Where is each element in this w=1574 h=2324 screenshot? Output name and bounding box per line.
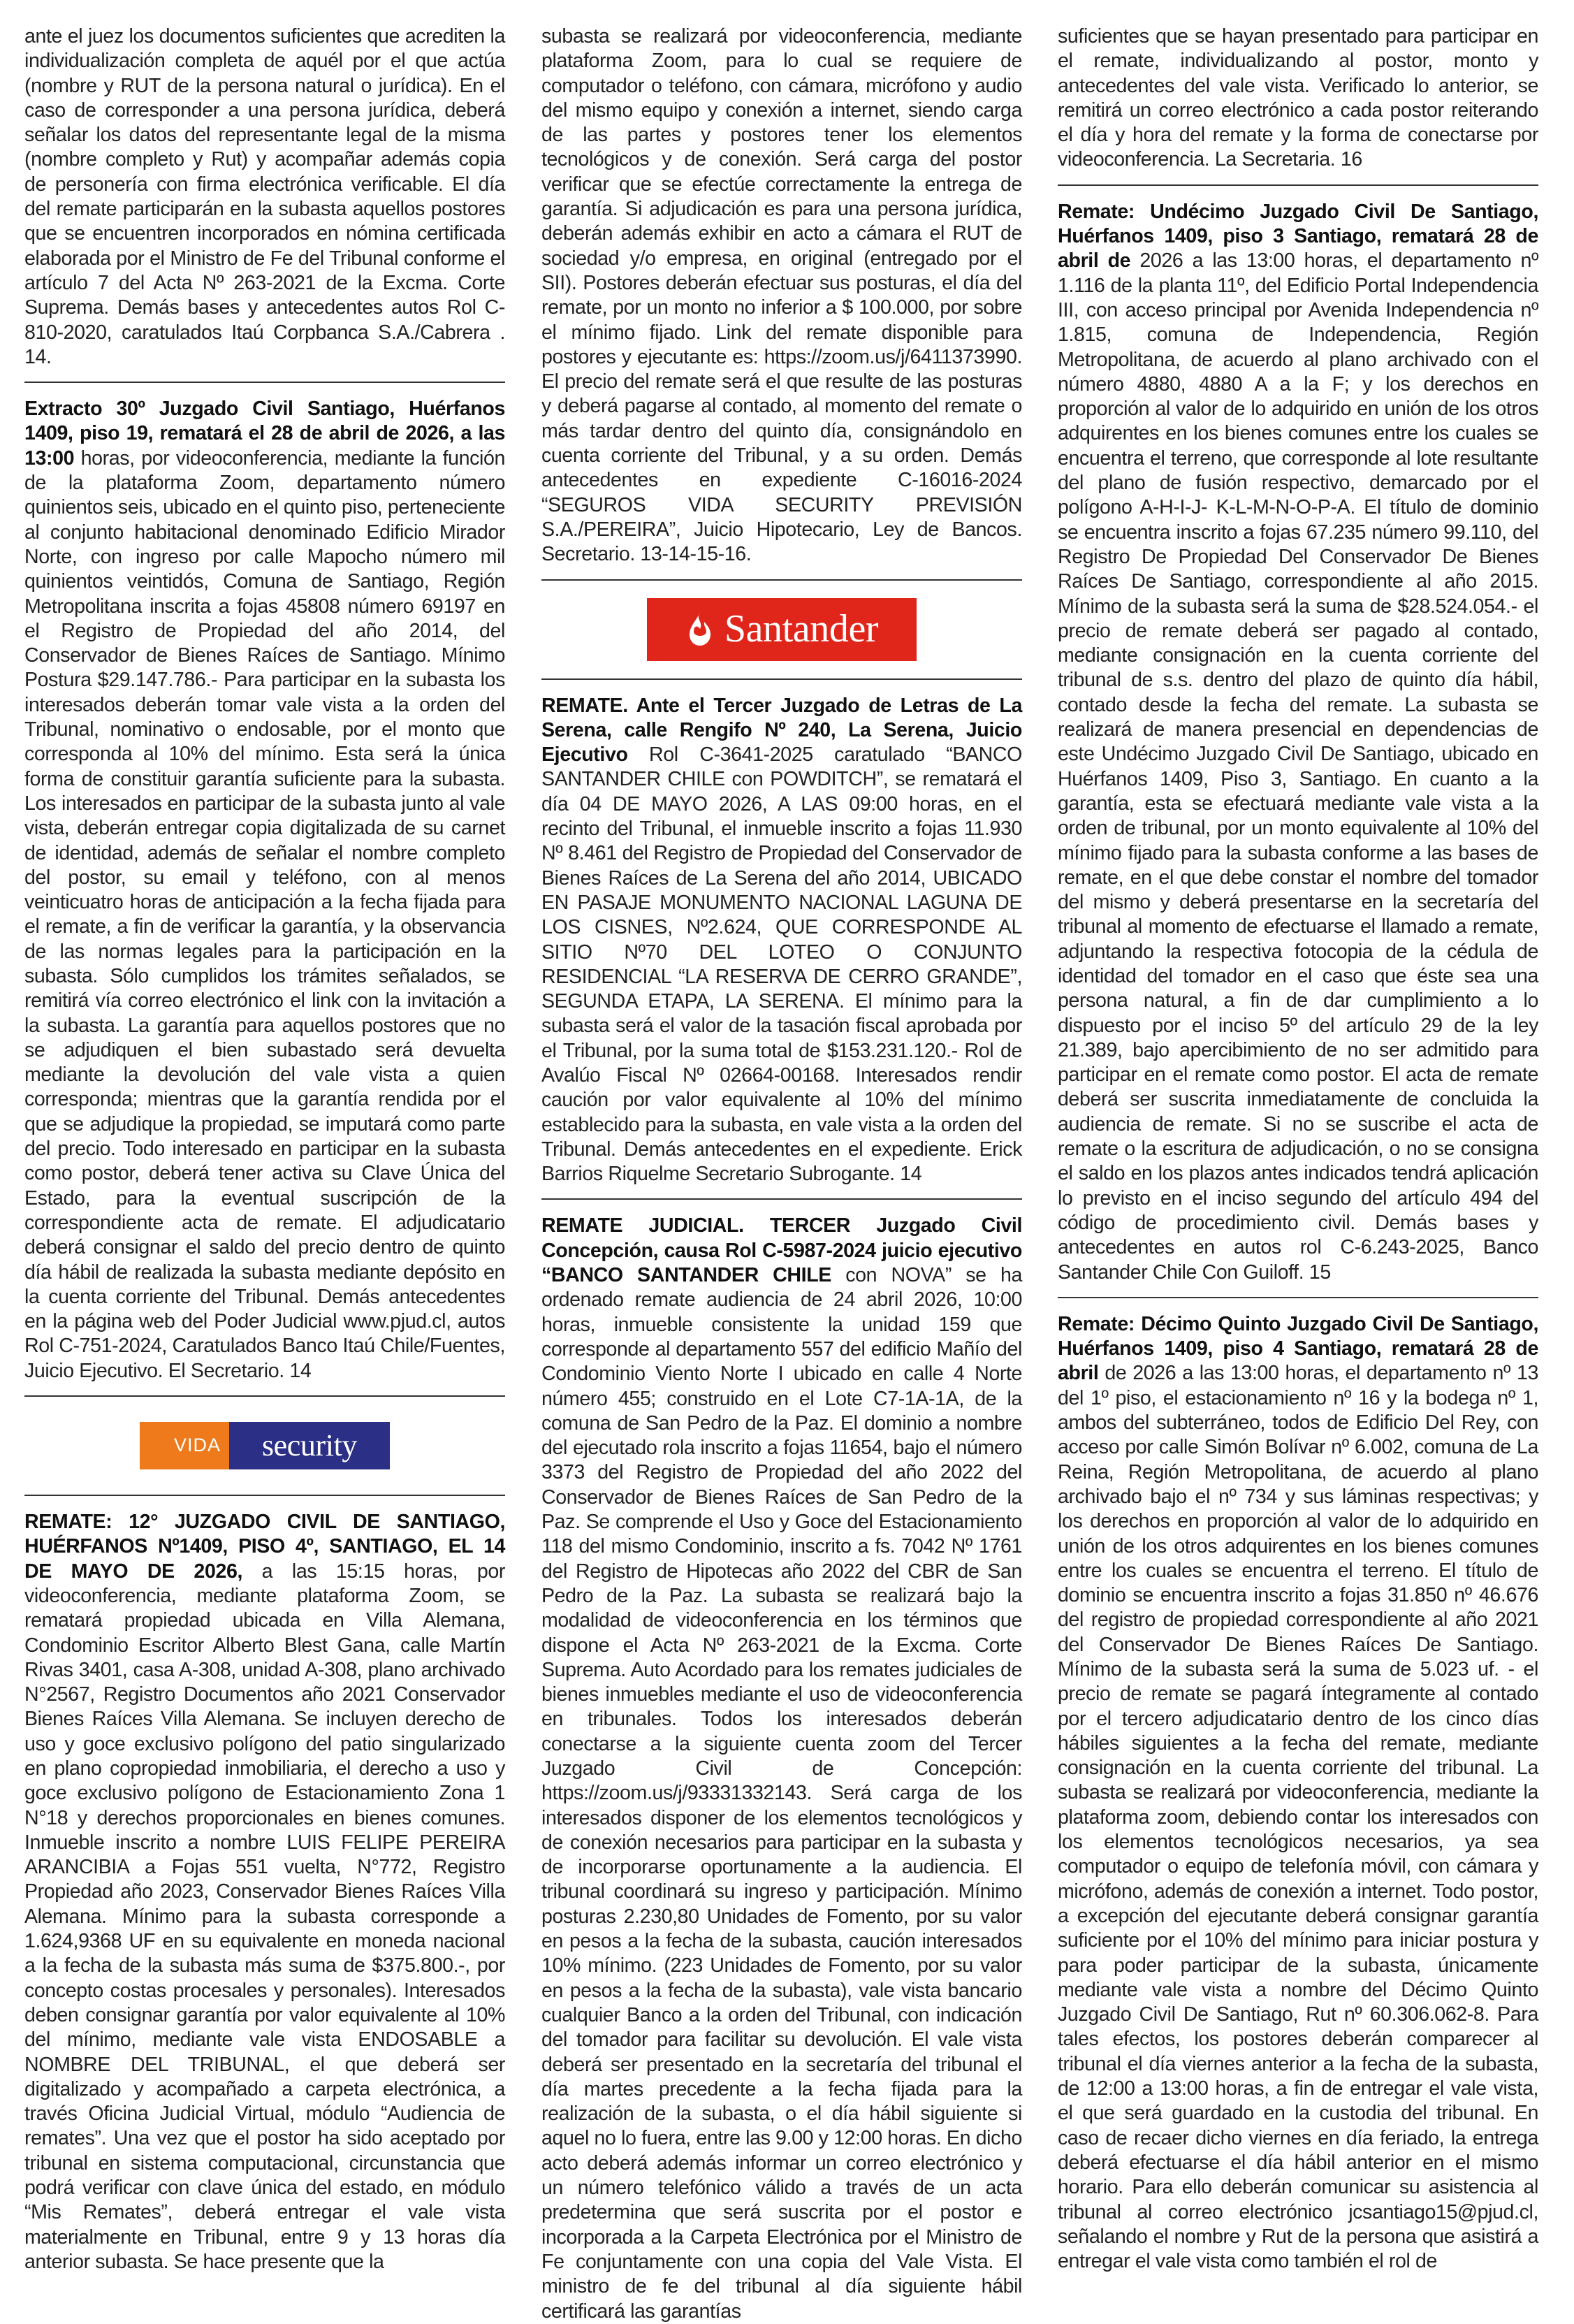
notice-tercer-juzgado-concepcion [541,1214,1022,2323]
vida-security-logo [24,1411,505,1481]
divider [541,1198,1022,1200]
notice-body: a las 15:15 horas, por videoconferencia, mediante plataforma Zoom, se rematará propiedad ubicada en Villa Alemana, Condominio Escritor Alberto Blest Gana, calle Martín Rivas 3401, casa A-308, unidad A-308, plano archivado N°2567, Registro Documentos año 2021 Conservador Bienes Raíces Villa Alemana. Se incluyen derecho de uso y goce exclusivo polígono del patio singularizado en plano copropiedad inmobiliaria, el derecho a uso y goce exclusivo polígono de Estacionamiento Zona 1 N°18 y derechos proporcionales en bienes comunes. Inmueble inscrito a nombre LUIS FELIPE PEREIRA ARANCIBIA a Fojas 551 vuelta, N°772, Registro Propiedad año 2023, Conservador Bienes Raíces Villa Alemana. Mínimo para la subasta corresponde a 1.624,9368 UF en su equivalente en moneda nacional a la fecha de la subasta más suma de $375.800.-, por concepto costas procesales y personales). Interesados deben consignar garantía por valor equivalente al 10% del mínimo, mediante vale vista ENDOSABLE a NOMBRE DEL TRIBUNAL, el que deberá ser digitalizado y acompañado a carpeta electrónica, a través Oficina Judicial Virtual, módulo “Audiencia de remates”. Una vez que el postor ha sido aceptado por tribunal en sistema computacional, circunstancia que podrá verificar con clave única del estado, en módulo “Mis Remates”, deberá entregar el vale vista materialmente en Tribunal, entre 9 y 13 horas día anterior subasta. Se hace presente que la [24,1560,506,2273]
divider [24,1395,505,1397]
notice-continuation-seguros-vida-security [541,24,1022,567]
vida-label: VIDA [140,1422,229,1469]
divider [1058,1297,1538,1298]
notice-body: de 2026 a las 13:00 horas, el departamento nº 13 del 1º piso, el estacionamiento nº 16 y la bodega nº 1, ambos del subterráneo, todos de Edificio Del Rey, con acceso por calle Simón Bolívar nº 6.002, comuna de La Reina, Región Metropolitana, de acuerdo al plano archivado bajo el nº 734 y sus láminas respectivas; y los derechos en proporción al valor de lo adquirido en unión de los otros adquirentes en los bienes comunes entre los cuales se encuentra el terreno. El título de dominio se encuentra inscrito a fojas 31.850 nº 46.676 del registro de propiedad correspondiente al año 2021 del Conservador De Bienes Raíces De Santiago. Mínimo de la subasta será la suma de 5.023 uf. - el precio de remate se pagará íntegramente al contado por el tercero adjudicatario dentro de los cinco días hábiles siguientes a la fecha del remate, mediante consignación en la cuenta corriente del tribunal. La subasta se realizará por videoconferencia, mediante la plataforma zoom, debiendo contar los interesados con los elementos tecnológicos necesarios, ya sea computador o equipo de telefonía móvil, con cámara y micrófono, además de conexión a internet. Todo postor, a excepción del ejecutante deberá consignar garantía suficiente por el 10% del mínimo para iniciar postura y para poder participar de la subasta, únicamente mediante vale vista a nombre del Décimo Quinto Juzgado Civil De Santiago, Rut nº 60.306.062-8. Para tales efectos, los postores deberán comparecer al tribunal el día viernes anterior a la fecha de la subasta, de 12:00 a 13:00 horas, a fin de entregar el vale vista, el que será guardado en la custodia del tribunal. En caso de recaer dicho viernes en día feriado, la entrega deberá efectuarse el día hábil anterior en el mismo horario. Para ello deberán comunicar su asistencia al tribunal al correo electrónico jcsantiago15@pjud.cl, señalando el nombre y Rut de la persona que asistirá a entregar el vale vista como también el rol de [1058,1362,1538,2273]
notice-heading: Remate: Undécimo Juzgado Civil De Santiago, Huérfanos 1409, piso 3 Santiago, rematará 28 de abril de [1058,200,1538,273]
notice-continuation-concepcion [1058,24,1538,173]
notice-body: con NOVA” se ha ordenado remate audiencia de 24 abril 2026, 10:00 horas, inmueble consistente la unidad 159 que corresponde al departamento 557 del edificio Mañío del Condominio Viento Norte I ubicado en calle 4 Norte número 455; construido en el Lote C7-1A-1A, de la comuna de San Pedro de la Paz. El dominio a nombre del ejecutado rola inscrito a fojas 11654, bajo el número 3373 del Registro de Propiedad del año 2022 del Conservador de Bienes Raíces de San Pedro de la Paz. Se comprende el Uso y Goce del Estacionamiento 118 del mismo Condominio, inscrito a fs. 7042 Nº 1761 del Registro de Hipotecas año 2022 del CBR de San Pedro de la Paz. La subasta se realizará bajo la modalidad de videoconferencia en los términos que dispone el Acta Nº 263-2021 de la Excma. Corte Suprema. Auto Acordado para los remates judiciales de bienes inmuebles mediante el uso de videoconferencia en tribunales. Todos los interesados deberán conectarse a la siguiente cuenta zoom del Tercer Juzgado Civil de Concepción: https://zoom.us/j/93331332143. Será carga de los interesados disponer de los elementos tecnológicos y de conexión necesarios para participar en la subasta y de incorporarse oportunamente a la audiencia. El tribunal coordinará su ingreso y participación. Mínimo posturas 2.230,80 Unidades de Fomento, por su valor en pesos a la fecha de la subasta, caución interesados 10% mínimo. (223 Unidades de Fomento, por su valor en pesos a la fecha de la subasta), vale vista bancario cualquier Banco a la orden del Tribunal, con indicación del tomador para facilitar su devolución. El vale vista deberá ser presentado en la secretaría del tribunal el día martes precedente a la fecha fijada para la realización de la subasta, o el día hábil siguiente si aquel no lo fuera, entre las 9.00 y 12:00 horas. En dicho acto deberá además informar un correo electrónico y un número telefónico válido a través de un acta predetermina que será suscrita por el postor e incorporada a la Carpeta Electrónica por el Ministro de Fe conjuntamente con una copia del Vale Vista. El ministro de fe del tribunal al día siguiente hábil certificará las garantías [541,1264,1022,2323]
column-2 [541,24,1022,2323]
notice-body: Rol C-3641-2025 caratulado “BANCO SANTANDER CHILE con POWDITCH”, se rematará el día 04 DE MAYO 2026, A LAS 09:00 horas, en el recinto del Tribunal, el inmueble inscrito a fojas 11.930 Nº 8.461 del Registro de Propiedad del Conservador de Bienes Raíces de La Serena del año 2014, UBICADO EN PASAJE MONUMENTO NACIONAL LAGUNA DE LOS CISNES, Nº2.624, QUE CORRESPONDE AL SITIO Nº70 DEL LOTEO O CONJUNTO RESIDENCIAL “LA RESERVA DE CERRO GRANDE”, SEGUNDA ETAPA, LA SERENA. El mínimo para la subasta será el valor de la tasación fiscal aprobada por el Tribunal, por la suma total de $153.231.120.- Rol de Avalúo Fiscal Nº 02664-00168. Interesados rendir caución por valor equivalente al 10% del mínimo establecido para la subasta, en vale vista a la orden del Tribunal. Demás antecedentes en el expediente. Erick Barrios Riquelme Secretario Subrogante. 14 [541,743,1022,1186]
divider [541,678,1022,680]
column-3 [1058,24,1538,2273]
notice-continuation-itau-cabrera [24,24,505,370]
security-label: security [229,1422,390,1469]
divider [541,579,1022,581]
notice-undecimo-juzgado-civil [1058,200,1538,1285]
column-1 [24,24,506,2273]
divider [24,1495,505,1496]
santander-logo [541,595,1022,664]
notice-heading: REMATE: 12° JUZGADO CIVIL DE SANTIAGO, HUÉRFANOS Nº1409, PISO 4º, SANTIAGO, EL 14 DE MAYO DE 2026, [24,1511,505,1583]
santander-flame-icon [685,611,715,648]
santander-wordmark: Santander [724,607,879,651]
notice-body: subasta se realizará por videoconferencia, mediante plataforma Zoom, para lo cual se requiere de computador o teléfono, con cámara, micrófono y audio del mismo equipo y conexión a internet, siendo carga de las partes y postores tener los elementos tecnológicos y de conexión. Será carga del postor verificar que se efectúe correctamente la entrega de garantía. Si adjudicación es para una persona jurídica, deberán además exhibir en acto a cámara el RUT de sociedad y/o empresa, en original (entregado por el SII). Postores deberán efectuar sus posturas, el día del remate, por un monto no inferior a $ 100.000, por sobre el mínimo fijado. Link del remate disponible para postores y ejecutante es: https://zoom.us/j/6411373990. El precio del remate será el que resulte de las posturas y deberá pagarse al contado, al momento del remate o más tardar dentro del quinto día, consignándolo en cuenta corriente del Tribunal, y a su orden. Demás antecedentes en expediente C-16016-2024 “SEGUROS VIDA SECURITY PREVISIÓN S.A./PEREIRA”, Juicio Hipotecario, Ley de Bancos. Secretario. 13-14-15-16. [541,25,1022,566]
notice-body: horas, por videoconferencia, mediante la función de la plataforma Zoom, departamento número quinientos seis, ubicado en el quinto piso, perteneciente al conjunto habitacional denominado Edificio Mirador Norte, con ingreso por calle Mapocho número mil quinientos veintidós, Comuna de Santiago, Región Metropolitana inscrita a fojas 45808 número 69197 en el Registro de Propiedad del año 2014, del Conservador de Bienes Raíces de Santiago. Mínimo Postura $29.147.786.- Para participar en la subasta los interesados deberán tomar vale vista a la orden del Tribunal, nominativo o endosable, por el monto que corresponda al 10% del mínimo. Esta será la única forma de constituir garantía suficiente para la subasta. Los interesados en participar de la subasta junto al vale vista, deberán entregar copia digitalizada de su carnet de identidad, además de señalar el nombre completo del postor, su email y teléfono, con al menos veinticuatro horas de anticipación a la fecha fijada para el remate, a fin de verificar la garantía, y la observancia de las normas legales para la participación en la subasta. Sólo cumplidos los trámites señalados, se remitirá vía correo electrónico el link con la invitación a la subasta. La garantía para aquellos postores que no se adjudiquen el bien subastado será devuelta mediante la devolución del vale vista a quien corresponda; mientras que la garantía rendida por el que se adjudique la propiedad, se imputará como parte del precio. Todo interesado en participar en la subasta como postor, deberá tener activa su Clave Única del Estado, para la eventual suscripción de la correspondiente acta de remate. El adjudicatario deberá consignar el saldo del precio dentro de quinto día hábil de realizada la subasta mediante depósito en la cuenta corriente del Tribunal. Demás antecedentes en la página web del Poder Judicial www.pjud.cl, autos Rol C-751-2024, Caratulados Banco Itaú Chile/Fuentes, Juicio Ejecutivo. El Secretario. 14 [24,446,505,1382]
notice-decimo-quinto-juzgado-civil [1058,1312,1538,2274]
notice-body: ante el juez los documentos suficientes que acrediten la individualización completa de aquél por el que actúa (nombre y RUT de la persona natural o jurídica). En el caso de corresponder a una persona jurídica, deberá señalar los datos del representante legal de la misma (nombre completo y Rut) y acompañar además copia de personería con firma electrónica verificable. El día del remate participarán en la subasta aquellos postores que se encuentren incorporados en nómina certificada elaborada por el Ministro de Fe del Tribunal conforme el artículo 7 del Acta Nº 263-2021 de la Excma. Corte Suprema. Demás bases y antecedentes autos Rol C-810-2020, caratulados Itaú Corpbanca S.A./Cabrera . 14. [24,25,505,368]
notice-tercer-juzgado-la-serena [541,694,1022,1187]
notice-body: 2026 a las 13:00 horas, el departamento nº 1.116 de la planta 11º, del Edificio Portal Independencia III, con acceso principal por Avenida Independencia nº 1.815, comuna de Independencia, Región Metropolitana, de acuerdo al plano archivado con el número 4880, 4880 A a la F; y los derechos en proporción al valor de lo adquirido en unión de los otros adquirentes en los bienes comunes entre los cuales se encuentra el terreno, que corresponde al lote resultante del plano de fusión respectivo, demarcado por el polígono A-H-I-J- K-L-M-N-O-P-A. El título de dominio se encuentra inscrito a fojas 67.235 número 99.110, del Registro De Propiedad Del Conservador De Bienes Raíces De Santiago, correspondiente al año 2015. Mínimo de la subasta será la suma de $28.524.054.- el precio de remate deberá ser pagado al contado, mediante consignación en la cuenta corriente del tribunal de s.s. dentro del plazo de quinto día hábil, contado desde la fecha del remate. La subasta se realizará de manera presencial en dependencias de este Undécimo Juzgado Civil De Santiago, ubicado en Huérfanos 1409, Piso 3, Santiago. En cuanto a la garantía, esta se efectuará mediante vale vista a la orden de tribunal, por un monto equivalente al 10% del mínimo fijado para la subasta conforme a las bases de remate, en el que debe constar el nombre del tomador del mismo y deberá presentarse en la secretaría del tribunal al momento de efectuarse el llamado a remate, adjuntando la respectiva fotocopia de la cédula de identidad del tomador en el caso que éste sea una persona natural, a fin de dar cumplimiento a lo dispuesto por el inciso 5º del artículo 29 de la ley 21.389, bajo apercibimiento de no ser admitido para participar en el remate como postor. El acta de remate deberá ser suscrita inmediatamente de concluida la audiencia de remate. Si no se suscribe el acta de remate o la escritura de adjudicación, o no se consigna el saldo en los plazos antes indicados tendrá aplicación lo previsto en el inciso segundo del artículo 494 del código de procedimiento civil. Demás bases y antecedentes en autos rol C-6.243-2025, Banco Santander Chile Con Guiloff. 15 [1058,249,1538,1284]
notice-heading: Extracto 30º Juzgado Civil Santiago, Huérfanos 1409, piso 19, rematará el 28 de abril de 2026, a las 13:00 [24,398,505,470]
divider [1058,184,1538,186]
notice-body: suficientes que se hayan presentado para participar en el remate, individualizando al postor, monto y antecedentes del vale vista. Verificado lo anterior, se remitirá un correo electrónico a cada postor reiterando el día y hora del remate y la forma de conectarse por videoconferencia. La Secretaria. 16 [1058,25,1538,171]
notice-heading: REMATE JUDICIAL. TERCER Juzgado Civil Concepción, causa Rol C-5987-2024 juicio ejecutivo “BANCO SANTANDER CHILE [541,1214,1022,1287]
notice-heading: REMATE. Ante el Tercer Juzgado de Letras de La Serena, calle Rengifo Nº 240, La Serena, Juicio Ejecutivo [541,694,1022,767]
notice-12-juzgado-civil [24,1510,505,2274]
notice-30-juzgado-civil [24,397,505,1383]
notice-heading: Remate: Décimo Quinto Juzgado Civil De Santiago, Huérfanos 1409, piso 4 Santiago, rematará 28 de abril [1058,1312,1538,1385]
newspaper-page [21,24,1558,2323]
divider [24,382,505,383]
